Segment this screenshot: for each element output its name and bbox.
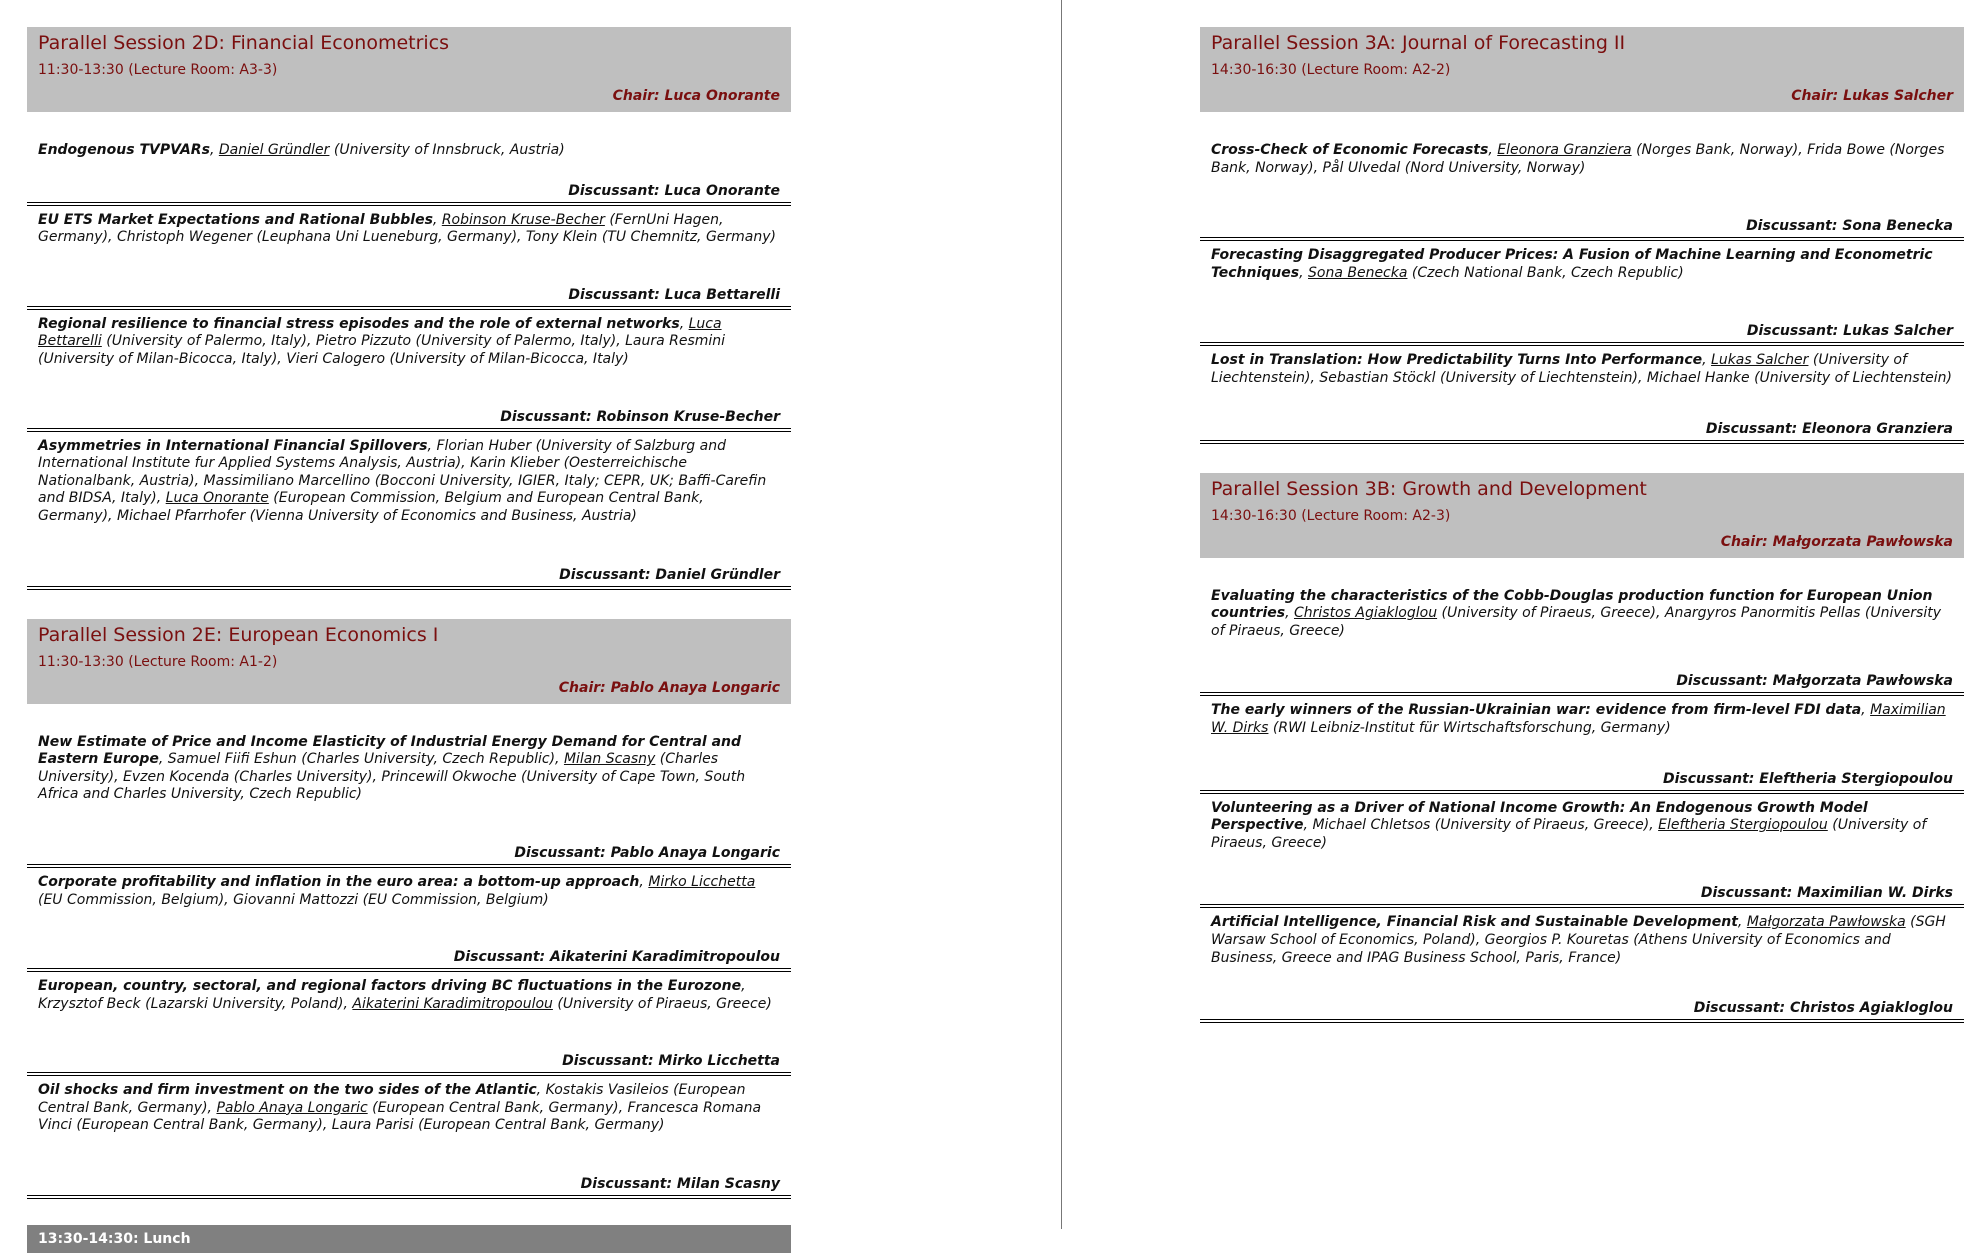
paper-entry xyxy=(27,438,791,526)
affiliations: (University of Liechtenstein), Sebastian Stöckl (University of Liechtenstein), Michael Hanke (University of Liechtenstein) xyxy=(1211,352,1953,386)
paper-text: The early winners of the Russian-Ukrainian war: evidence from firm-level FDI data, Maximilian W. Dirks (RWI Leibniz-Institut für Wirtschaftsforschung, Germany) xyxy=(1211,702,1946,736)
affiliations: (SGH Warsaw School of Economics, Poland), Georgios P. Kouretas (Athens University of Economics and Business, Greece and IPAG Business School, Paris, France) xyxy=(1211,914,1946,966)
session-chair: Chair: Luca Onorante xyxy=(612,88,780,104)
separator-rule xyxy=(1200,790,1964,794)
paper-text: Lost in Translation: How Predictability Turns Into Performance, Lukas Salcher (University of Liechtenstein), Sebastian Stöckl (University of Liechtenstein), Michael Hanke (University of Liechtenstein) xyxy=(1211,352,1953,386)
affiliations: (FernUni Hagen, Germany), Christoph Wegener (Leuphana Uni Lueneburg, Germany), Tony Klein (TU Chemnitz, Germany) xyxy=(38,211,776,246)
discussant: Discussant: Mirko Licchetta xyxy=(562,1053,780,1070)
paper-title: Endogenous TVPVARs xyxy=(38,142,210,158)
discussant: Discussant: Maximilian W. Dirks xyxy=(1700,885,1953,902)
separator-rule xyxy=(1200,692,1964,696)
paper-entry xyxy=(1200,914,1964,967)
session-title: Parallel Session 2D: Financial Econometrics xyxy=(38,32,450,54)
separator-rule xyxy=(27,864,791,868)
affiliations: (Charles University), Evzen Kocenda (Charles University), Princewill Okwoche (University of Cape Town, South Africa and Charles University, Czech Republic) xyxy=(38,751,746,803)
discussant: Discussant: Luca Onorante xyxy=(568,182,780,199)
paper-text: Oil shocks and firm investment on the two sides of the Atlantic, Kostakis Vasileios (European Central Bank, Germany), Pablo Anaya Longaric (European Central Bank, Germany), Francesca Romana Vinci (European Central Bank, Germany), Laura Parisi (European Central Bank, Germany) xyxy=(38,1082,762,1134)
paper-title: European, country, sectoral, and regional factors driving BC fluctuations in the Eurozone xyxy=(38,978,742,995)
paper-text: Endogenous TVPVARs, Daniel Gründler (University of Innsbruck, Austria) xyxy=(38,142,565,158)
paper-entry xyxy=(27,874,791,909)
separator-rule xyxy=(1200,237,1964,241)
discussant: Discussant: Aikaterini Karadimitropoulou xyxy=(453,949,780,966)
presenter-link[interactable]: Pablo Anaya Longaric xyxy=(216,1099,368,1116)
paper-entry xyxy=(27,978,791,1013)
paper-title: Oil shocks and firm investment on the two sides of the Atlantic xyxy=(38,1082,537,1099)
coauthors-before: Samuel Fiifi Eshun (Charles University, Czech Republic), xyxy=(167,751,560,768)
discussant: Discussant: Eleonora Granziera xyxy=(1705,420,1953,437)
paper-title: Asymmetries in International Financial Spillovers xyxy=(38,437,428,454)
paper-title: The early winners of the Russian-Ukrainian war: evidence from firm-level FDI data xyxy=(1211,702,1862,719)
presenter-link[interactable]: Aikaterini Karadimitropoulou xyxy=(352,995,553,1012)
presenter-link[interactable]: Christos Agiakloglou xyxy=(1293,605,1438,622)
presenter-link[interactable]: Mirko Licchetta xyxy=(648,873,756,890)
paper-entry xyxy=(1200,800,1964,853)
separator-rule xyxy=(27,428,791,432)
affiliations: (University of Palermo, Italy), Pietro Pizzuto (University of Palermo, Italy), Laura Resmini (University of Milan-Bicocca, Italy), Vieri Calogero (University of Milan-Bicocca, Italy) xyxy=(38,333,726,367)
affiliations: (Czech National Bank, Czech Republic) xyxy=(1411,264,1684,281)
session-header xyxy=(1200,473,1964,558)
session-header xyxy=(1200,27,1964,112)
paper-title: Lost in Translation: How Predictability Turns Into Performance xyxy=(1211,352,1703,369)
paper-title: Artificial Intelligence, Financial Risk and Sustainable Development xyxy=(1211,914,1738,931)
session-block xyxy=(27,619,791,1200)
paper-entry xyxy=(1200,247,1964,282)
separator-rule xyxy=(1200,440,1964,444)
discussant: Discussant: Luca Bettarelli xyxy=(568,286,780,303)
paper-text: Corporate profitability and inflation in the euro area: a bottom-up approach, Mirko Licchetta (EU Commission, Belgium), Giovanni Mattozzi (EU Commission, Belgium) xyxy=(38,873,756,908)
affiliations: (EU Commission, Belgium), Giovanni Mattozzi (EU Commission, Belgium) xyxy=(38,891,549,908)
paper-text: Regional resilience to financial stress episodes and the role of external networks, Luca Bettarelli (University of Palermo, Italy), Pietro Pizzuto (University of Palermo, Italy), Laura Resmini (University of Milan-Bicocca, Italy), Vieri Calogero (University of Milan-Bicocca, Italy) xyxy=(38,315,726,367)
session-title: Parallel Session 3B: Growth and Development xyxy=(1211,477,1647,500)
discussant: Discussant: Eleftheria Stergiopoulou xyxy=(1663,770,1953,787)
discussant: Discussant: Daniel Gründler xyxy=(559,566,780,583)
paper-text: Artificial Intelligence, Financial Risk and Sustainable Development, Małgorzata Pawłowska (SGH Warsaw School of Economics, Poland), Georgios P. Kouretas (Athens University of Economics and Business, Greece and IPAG Business School, Paris, France) xyxy=(1211,914,1946,966)
coauthors-before: Michael Chletsos (University of Piraeus, Greece), xyxy=(1312,817,1654,834)
separator-rule xyxy=(1200,904,1964,908)
paper-entry xyxy=(27,734,791,804)
session-header xyxy=(27,619,791,704)
paper-entry xyxy=(27,316,791,369)
paper-title: Regional resilience to financial stress episodes and the role of external networks xyxy=(38,315,680,332)
paper-text: EU ETS Market Expectations and Rational Bubbles, Robinson Kruse-Becher (FernUni Hagen, Germany), Christoph Wegener (Leuphana Uni Lueneburg, Germany), Tony Klein (TU Chemnitz, Germany) xyxy=(38,211,776,246)
separator-rule xyxy=(27,306,791,310)
session-block xyxy=(1200,473,1964,1024)
session-chair: Chair: Małgorzata Pawłowska xyxy=(1720,533,1953,550)
paper-title: Forecasting Disaggregated Producer Prices: A Fusion of Machine Learning and Econometric Techniques xyxy=(1211,247,1933,281)
paper-entry xyxy=(27,212,791,247)
session-time: 14:30-16:30 (Lecture Room: A2-3) xyxy=(1211,507,1451,524)
affiliations: (European Central Bank, Germany), Francesca Romana Vinci (European Central Bank, Germany), Laura Parisi (European Central Bank, Germany) xyxy=(38,1099,762,1134)
presenter-link[interactable]: Robinson Kruse-Becher xyxy=(441,211,605,228)
affiliations: (Norges Bank, Norway), Frida Bowe (Norges Bank, Norway), Pål Ulvedal (Nord University, Norway) xyxy=(1211,142,1945,176)
paper-text: Volunteering as a Driver of National Income Growth: An Endogenous Growth Model Perspective, Michael Chletsos (University of Piraeus, Greece), Eleftheria Stergiopoulou (University of Piraeus, Greece) xyxy=(1211,799,1927,851)
separator-rule xyxy=(27,1195,791,1199)
affiliations: (RWI Leibniz-Institut für Wirtschaftsforschung, Germany) xyxy=(1272,719,1671,736)
presenter-link[interactable]: Sona Benecka xyxy=(1308,264,1408,281)
session-chair: Chair: Lukas Salcher xyxy=(1791,88,1953,104)
presenter-link[interactable]: Daniel Gründler xyxy=(218,142,330,158)
separator-rule xyxy=(27,586,791,590)
paper-entry xyxy=(27,142,791,160)
presenter-link[interactable]: Luca Onorante xyxy=(165,490,269,507)
affiliations: (University of Piraeus, Greece), Anargyros Panormitis Pellas (University of Piraeus, Greece) xyxy=(1211,605,1942,639)
coauthors-before: Kostakis Vasileios (European Central Bank, Germany), xyxy=(38,1082,746,1116)
right-column xyxy=(1200,27,1964,1029)
session-gap xyxy=(27,596,791,619)
session-time: 11:30-13:30 (Lecture Room: A1-2) xyxy=(38,653,278,670)
lunch-bar: 13:30-14:30: Lunch xyxy=(27,1225,791,1253)
session-title: Parallel Session 2E: European Economics I xyxy=(38,623,439,646)
discussant: Discussant: Christos Agiakloglou xyxy=(1693,1000,1953,1017)
coauthors-before: Florian Huber (University of Salzburg and International Institute fur Applied Systems Analysis, Austria), Karin Klieber (Oesterreichische Nationalbank, Austria), Massimiliano Marcellino (Bocconi University, IGIER, Italy; CEPR, UK; Baffi-Carefin and BIDSA, Italy), xyxy=(38,437,767,507)
discussant: Discussant: Milan Scasny xyxy=(580,1176,780,1193)
paper-title: EU ETS Market Expectations and Rational Bubbles xyxy=(38,211,433,228)
paper-entry xyxy=(27,1082,791,1135)
session-gap xyxy=(1200,450,1964,473)
paper-entry xyxy=(1200,588,1964,641)
left-column xyxy=(27,27,791,1253)
coauthors-before: Krzysztof Beck (Lazarski University, Poland), xyxy=(38,995,348,1012)
paper-title: New Estimate of Price and Income Elasticity of Industrial Energy Demand for Central and Eastern Europe xyxy=(38,733,742,768)
paper-text: New Estimate of Price and Income Elasticity of Industrial Energy Demand for Central and Eastern Europe, Samuel Fiifi Eshun (Charles University, Czech Republic), Milan Scasny (Charles University), Evzen Kocenda (Charles University), Princewill Okwoche (University of Cape Town, South Africa and Charles University, Czech Republic) xyxy=(38,733,746,803)
session-title: Parallel Session 3A: Journal of Forecasting II xyxy=(1211,32,1626,54)
paper-title: Volunteering as a Driver of National Income Growth: An Endogenous Growth Model Perspective xyxy=(1211,799,1868,834)
presenter-link[interactable]: Milan Scasny xyxy=(563,751,656,768)
session-time: 14:30-16:30 (Lecture Room: A2-2) xyxy=(1211,62,1451,78)
affiliations: (University of Piraeus, Greece) xyxy=(1211,817,1927,851)
session-header xyxy=(27,27,791,112)
paper-text: Forecasting Disaggregated Producer Prices: A Fusion of Machine Learning and Econometric Techniques, Sona Benecka (Czech National Bank, Czech Republic) xyxy=(1211,247,1933,281)
paper-text: Asymmetries in International Financial Spillovers, Florian Huber (University of Salzburg and International Institute fur Applied Systems Analysis, Austria), Karin Klieber (Oesterreichische Nationalbank, Austria), Massimiliano Marcellino (Bocconi University, IGIER, Italy; CEPR, UK; Baffi-Carefin and BIDSA, Italy), Luca Onorante (European Commission, Belgium and European Central Bank, Germany), Michael Pfarrhofer (Vienna University of Economics and Business, Austria) xyxy=(38,437,767,524)
paper-entry xyxy=(1200,702,1964,737)
separator-rule xyxy=(1200,342,1964,346)
paper-text: Evaluating the characteristics of the Cobb-Douglas production function for European Union countries, Christos Agiakloglou (University of Piraeus, Greece), Anargyros Panormitis Pellas (University of Piraeus, Greece) xyxy=(1211,587,1942,639)
discussant: Discussant: Małgorzata Pawłowska xyxy=(1676,673,1953,690)
paper-title: Corporate profitability and inflation in the euro area: a bottom-up approach xyxy=(38,873,640,890)
paper-title: Cross-Check of Economic Forecasts xyxy=(1211,142,1489,158)
presenter-link[interactable]: Małgorzata Pawłowska xyxy=(1746,914,1906,931)
separator-rule xyxy=(1200,1019,1964,1023)
discussant: Discussant: Pablo Anaya Longaric xyxy=(514,844,780,861)
paper-text: Cross-Check of Economic Forecasts, Eleonora Granziera (Norges Bank, Norway), Frida Bowe (Norges Bank, Norway), Pål Ulvedal (Nord University, Norway) xyxy=(1211,142,1945,176)
presenter-link[interactable]: Eleftheria Stergiopoulou xyxy=(1658,817,1828,834)
separator-rule xyxy=(27,968,791,972)
separator-rule xyxy=(27,202,791,206)
presenter-link[interactable]: Luca Bettarelli xyxy=(38,315,722,350)
session-block xyxy=(1200,27,1964,444)
affiliations: (European Commission, Belgium and European Central Bank, Germany), Michael Pfarrhofer (Vienna University of Economics and Business, Austria) xyxy=(38,490,704,524)
session-chair: Chair: Pablo Anaya Longaric xyxy=(558,679,780,696)
session-time: 11:30-13:30 (Lecture Room: A3-3) xyxy=(38,62,278,78)
discussant: Discussant: Robinson Kruse-Becher xyxy=(500,408,780,425)
separator-rule xyxy=(27,1072,791,1076)
discussant: Discussant: Sona Benecka xyxy=(1746,218,1953,235)
presenter-link[interactable]: Eleonora Granziera xyxy=(1497,142,1632,158)
paper-title: Evaluating the characteristics of the Cobb-Douglas production function for European Union countries xyxy=(1211,587,1933,622)
affiliations: (University of Piraeus, Greece) xyxy=(557,995,772,1012)
session-block xyxy=(27,27,791,590)
column-divider xyxy=(1061,0,1062,1229)
paper-entry xyxy=(1200,142,1964,177)
affiliations: (University of Innsbruck, Austria) xyxy=(333,142,565,158)
paper-text: European, country, sectoral, and regional factors driving BC fluctuations in the Eurozone, Krzysztof Beck (Lazarski University, Poland), Aikaterini Karadimitropoulou (University of Piraeus, Greece) xyxy=(38,978,772,1012)
discussant: Discussant: Lukas Salcher xyxy=(1746,323,1953,340)
presenter-link[interactable]: Maximilian W. Dirks xyxy=(1211,702,1946,736)
paper-entry xyxy=(1200,352,1964,387)
presenter-link[interactable]: Lukas Salcher xyxy=(1711,352,1809,369)
